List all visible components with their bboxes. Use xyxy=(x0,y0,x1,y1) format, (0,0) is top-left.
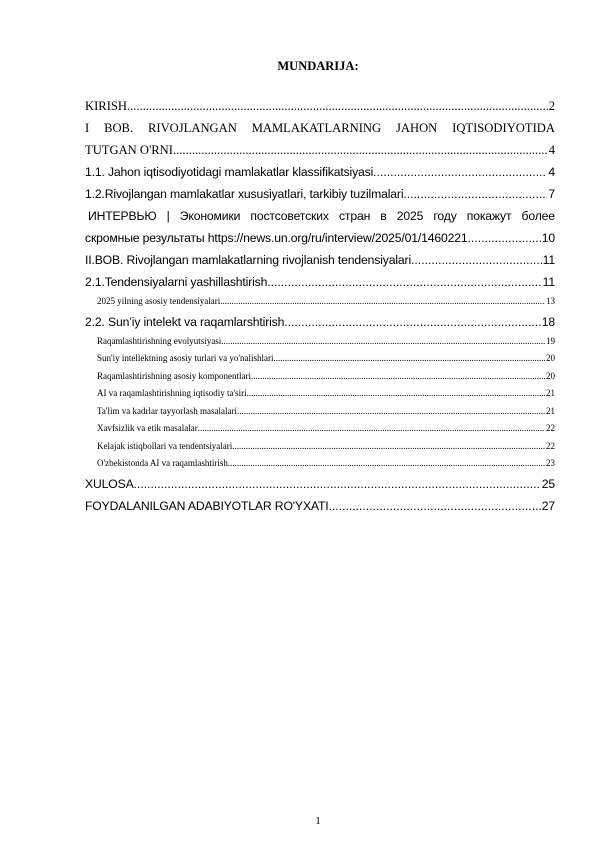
toc-leader-dots xyxy=(373,161,547,183)
toc-subentry xyxy=(85,350,555,368)
toc-subentry xyxy=(85,293,555,311)
toc-entry-text: 1.1. Jahon iqtisodiyotidagi mamlakatlar klassifikatsiyasi xyxy=(85,165,374,179)
toc-page-number: 11 xyxy=(542,253,555,267)
page-number: 1 xyxy=(315,815,321,827)
toc-entry-text: AI va raqamlashtirishning iqtisodiy ta'siri xyxy=(97,388,247,398)
toc-page-number: 21 xyxy=(546,388,555,398)
toc-leader-dots xyxy=(273,350,545,368)
toc-leader-dots xyxy=(232,438,545,456)
toc-word: | xyxy=(166,209,170,223)
table-of-contents xyxy=(85,95,555,517)
toc-leader-dots xyxy=(134,473,541,495)
toc-entry-text: O'zbekistonda AI va raqamlashtirish xyxy=(97,458,228,468)
toc-page-number: 4 xyxy=(548,143,555,157)
toc-entry-text: 2025 yilning asosiy tendensiyalari xyxy=(97,296,221,306)
toc-leader-dots xyxy=(403,183,547,205)
toc-leader-dots xyxy=(411,249,542,271)
toc-subentry xyxy=(85,420,555,438)
toc-page-number: 22 xyxy=(546,440,555,451)
toc-leader-dots xyxy=(468,227,541,249)
toc-page-number: 21 xyxy=(546,405,555,416)
toc-leader-dots xyxy=(267,271,541,293)
toc-page-number: 11 xyxy=(542,275,555,289)
toc-page-number: 7 xyxy=(548,187,555,201)
toc-page-number: 10 xyxy=(541,231,555,245)
toc-title: MUNDARIJA: xyxy=(277,59,359,73)
toc-entry-interview-line1 xyxy=(85,205,555,227)
toc-entry-text: TUTGAN O'RNI xyxy=(85,143,173,157)
toc-entry-bob1 xyxy=(85,139,555,161)
toc-word: году xyxy=(433,209,457,223)
toc-entry-bob1-line1 xyxy=(85,117,555,139)
toc-page-number: 18 xyxy=(541,314,555,329)
toc-entry-references xyxy=(85,495,555,517)
toc-entry-1-1 xyxy=(85,161,555,183)
toc-leader-dots xyxy=(251,368,545,386)
toc-leader-dots xyxy=(247,385,545,403)
toc-word: IQTISODIYOTIDA xyxy=(452,121,555,135)
toc-entry-text: скромные результаты https://news.un.org/ru/interview/2025/01/1460221 xyxy=(85,231,468,245)
toc-entry-1-2 xyxy=(85,183,555,205)
toc-subentry xyxy=(85,333,555,351)
toc-page-number: 20 xyxy=(546,370,555,381)
toc-leader-dots xyxy=(198,420,545,438)
toc-entry-text: Kelajak istiqbollari va tendentsiyalari xyxy=(97,440,233,451)
toc-entry-text: Raqamlashtirishning evolyutsiyasi xyxy=(97,335,222,346)
toc-word: I xyxy=(85,121,90,135)
toc-entry-bob2 xyxy=(85,249,555,271)
toc-page-number: 27 xyxy=(541,498,555,513)
toc-leader-dots xyxy=(237,403,545,421)
toc-entry-text: Xavfsizlik va etik masalalar xyxy=(97,423,198,433)
toc-page-number: 23 xyxy=(546,458,555,468)
toc-subentry xyxy=(85,385,555,403)
toc-leader-dots xyxy=(329,495,541,517)
toc-subentry xyxy=(85,368,555,386)
toc-leader-dots xyxy=(127,95,548,117)
toc-entry-text: KIRISH xyxy=(85,99,127,113)
toc-word: стран xyxy=(338,209,371,223)
toc-page-number: 20 xyxy=(546,353,555,363)
toc-entry-text: 1.2.Rivojlangan mamlakatlar xususiyatlari, tarkibiy tuzilmalari xyxy=(85,187,404,201)
toc-entry-text: Sun'iy intellektning asosiy turlari va yo'nalishlari xyxy=(97,353,274,363)
toc-leader-dots xyxy=(221,333,545,351)
toc-page-number: 4 xyxy=(548,165,555,179)
toc-entry-text: Raqamlashtirishning asosiy komponentlari xyxy=(97,370,251,381)
toc-page-number: 22 xyxy=(546,423,555,433)
toc-leader-dots xyxy=(173,139,548,161)
toc-word: покажут xyxy=(466,209,512,223)
toc-leader-dots xyxy=(228,455,545,473)
toc-entry-interview xyxy=(85,227,555,249)
toc-word: Экономики xyxy=(179,209,241,223)
toc-entry-xulosa xyxy=(85,473,555,495)
toc-entry-kirish xyxy=(85,95,555,117)
toc-entry-text: 2.1.Tendensiyalarni yashillashtirish xyxy=(85,275,268,289)
toc-page-number: 19 xyxy=(546,335,555,346)
toc-leader-dots xyxy=(284,311,540,333)
toc-word: BOB. xyxy=(104,121,134,135)
toc-subentry xyxy=(85,455,555,473)
toc-subentry xyxy=(85,438,555,456)
toc-word: 2025 xyxy=(396,209,424,223)
toc-word: в xyxy=(380,209,387,223)
toc-entry-text: II.BOB. Rivojlangan mamlakatlarning rivojlanish tendensiyalari xyxy=(85,253,412,267)
toc-entry-2-2 xyxy=(85,311,555,333)
toc-entry-text: XULOSA xyxy=(85,476,134,491)
toc-entry-text: 2.2. Sun’iy intelekt va raqamlarshtirish xyxy=(85,314,285,329)
toc-entry-2-1 xyxy=(85,271,555,293)
toc-word: MAMLAKATLARNING xyxy=(251,121,382,135)
toc-word: JAHON xyxy=(395,121,438,135)
toc-entry-text: Ta'lim va kadrlar tayyorlash masalalari xyxy=(97,405,237,416)
toc-word: постсоветских xyxy=(250,209,329,223)
toc-word: RIVOJLANGAN xyxy=(147,121,237,135)
toc-page-number: 13 xyxy=(546,296,555,306)
toc-page-number: 25 xyxy=(541,476,555,491)
toc-subentry xyxy=(85,403,555,421)
toc-page-number: 2 xyxy=(548,99,555,113)
toc-word: ИНТЕРВЬЮ xyxy=(88,209,157,223)
toc-word: более xyxy=(521,209,555,223)
toc-entry-text: FOYDALANILGAN ADABIYOTLAR RO'YXATI xyxy=(85,498,329,513)
toc-leader-dots xyxy=(220,293,545,311)
